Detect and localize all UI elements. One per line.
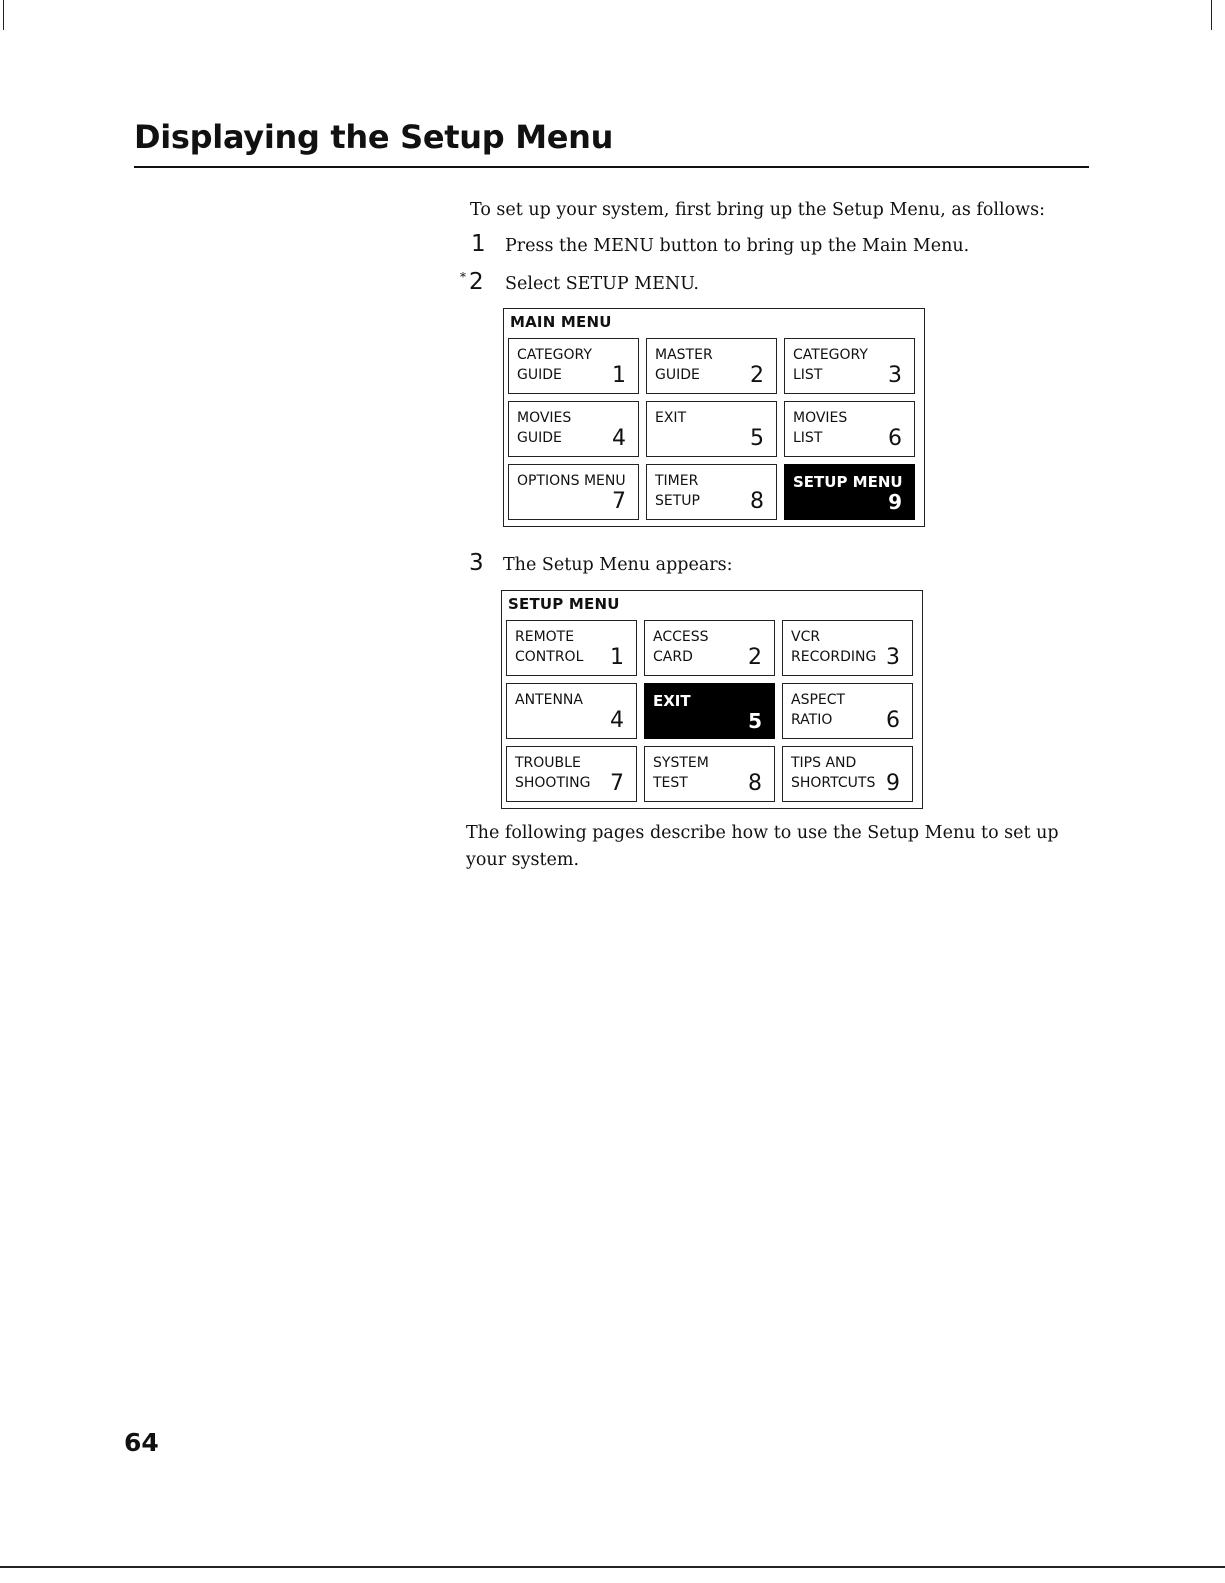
item-label-line2: SHORTCUTS (791, 775, 876, 791)
item-label-line1: MASTER (655, 347, 713, 363)
item-number: 9 (888, 490, 902, 514)
setup-menu-item-6[interactable] (782, 683, 913, 739)
item-label-line1: OPTIONS MENU (517, 473, 626, 489)
item-label-line1: ACCESS (653, 629, 709, 645)
item-label-line1: TIPS AND (791, 755, 857, 771)
setup-menu-item-4[interactable] (506, 683, 637, 739)
item-label-line1: MOVIES (793, 410, 848, 426)
step-3-number: 3 (469, 550, 484, 576)
item-number: 4 (612, 426, 626, 451)
item-number: 3 (888, 363, 902, 388)
item-label-line1: SYSTEM (653, 755, 709, 771)
item-label-line1: SETUP MENU (793, 473, 903, 491)
step-1-number: 1 (471, 231, 486, 257)
page-number: 64 (124, 1428, 159, 1457)
item-number: 7 (612, 489, 626, 514)
page-title: Displaying the Setup Menu (134, 118, 614, 156)
item-number: 1 (612, 363, 626, 388)
item-label-line2: SETUP (655, 493, 700, 509)
item-label-line2: LIST (793, 367, 823, 383)
step-2-text: Select SETUP MENU. (505, 274, 699, 294)
item-number: 6 (888, 426, 902, 451)
setup-menu-item-2[interactable] (644, 620, 775, 676)
main-menu-item-1[interactable] (508, 338, 639, 394)
item-label-line2: CONTROL (515, 649, 584, 665)
main-menu (503, 308, 925, 527)
page-edge-bottom (0, 1566, 1225, 1568)
item-label-line2: RECORDING (791, 649, 877, 665)
item-label-line1: VCR (791, 629, 821, 645)
main-menu-item-6[interactable] (784, 401, 915, 457)
step-1-text: Press the MENU button to bring up the Main Menu. (505, 236, 970, 256)
item-label-line1: TROUBLE (515, 755, 581, 771)
item-label-line1: EXIT (653, 692, 691, 710)
main-menu-item-5[interactable] (646, 401, 777, 457)
item-label-line1: CATEGORY (517, 347, 592, 363)
main-menu-item-9[interactable] (784, 464, 915, 520)
item-label-line2: SHOOTING (515, 775, 591, 791)
title-rule (134, 166, 1089, 168)
item-number: 8 (748, 771, 762, 796)
intro-text: To set up your system, first bring up the Setup Menu, as follows: (470, 200, 1045, 220)
item-label-line1: ANTENNA (515, 692, 583, 708)
item-label-line1: CATEGORY (793, 347, 868, 363)
setup-menu-item-8[interactable] (644, 746, 775, 802)
page-edge-left (3, 0, 4, 30)
item-number: 8 (750, 489, 764, 514)
item-label-line2: GUIDE (517, 367, 562, 383)
setup-menu-item-5[interactable] (644, 683, 775, 739)
item-label-line2: GUIDE (655, 367, 700, 383)
step-2-number: 2 (469, 269, 484, 295)
item-label-line2: RATIO (791, 712, 833, 728)
item-label-line2: LIST (793, 430, 823, 446)
outro-text: The following pages describe how to use the Setup Menu to set up your system. (466, 823, 1059, 870)
item-number: 6 (886, 708, 900, 733)
main-menu-item-7[interactable] (508, 464, 639, 520)
step-3-text: The Setup Menu appears: (503, 555, 733, 575)
item-number: 3 (886, 645, 900, 670)
item-label-line1: MOVIES (517, 410, 572, 426)
item-label-line2: TEST (653, 775, 688, 791)
item-label-line2: CARD (653, 649, 693, 665)
item-number: 5 (750, 426, 764, 451)
item-number: 9 (886, 771, 900, 796)
setup-menu-item-3[interactable] (782, 620, 913, 676)
step-2-mark: * (460, 270, 466, 284)
main-menu-item-2[interactable] (646, 338, 777, 394)
main-menu-title: MAIN MENU (510, 313, 612, 331)
item-label-line2: GUIDE (517, 430, 562, 446)
item-number: 2 (748, 645, 762, 670)
item-label-line1: REMOTE (515, 629, 575, 645)
setup-menu-item-9[interactable] (782, 746, 913, 802)
main-menu-item-4[interactable] (508, 401, 639, 457)
item-number: 1 (610, 645, 624, 670)
item-number: 4 (610, 708, 624, 733)
setup-menu-item-7[interactable] (506, 746, 637, 802)
item-number: 5 (748, 709, 762, 733)
main-menu-item-8[interactable] (646, 464, 777, 520)
item-label-line1: ASPECT (791, 692, 846, 708)
item-number: 7 (610, 771, 624, 796)
item-label-line1: EXIT (655, 410, 687, 426)
page-edge-right (1211, 0, 1212, 30)
setup-menu-item-1[interactable] (506, 620, 637, 676)
setup-menu-title: SETUP MENU (508, 595, 620, 613)
item-number: 2 (750, 363, 764, 388)
setup-menu (501, 590, 923, 809)
item-label-line1: TIMER (655, 473, 699, 489)
main-menu-item-3[interactable] (784, 338, 915, 394)
